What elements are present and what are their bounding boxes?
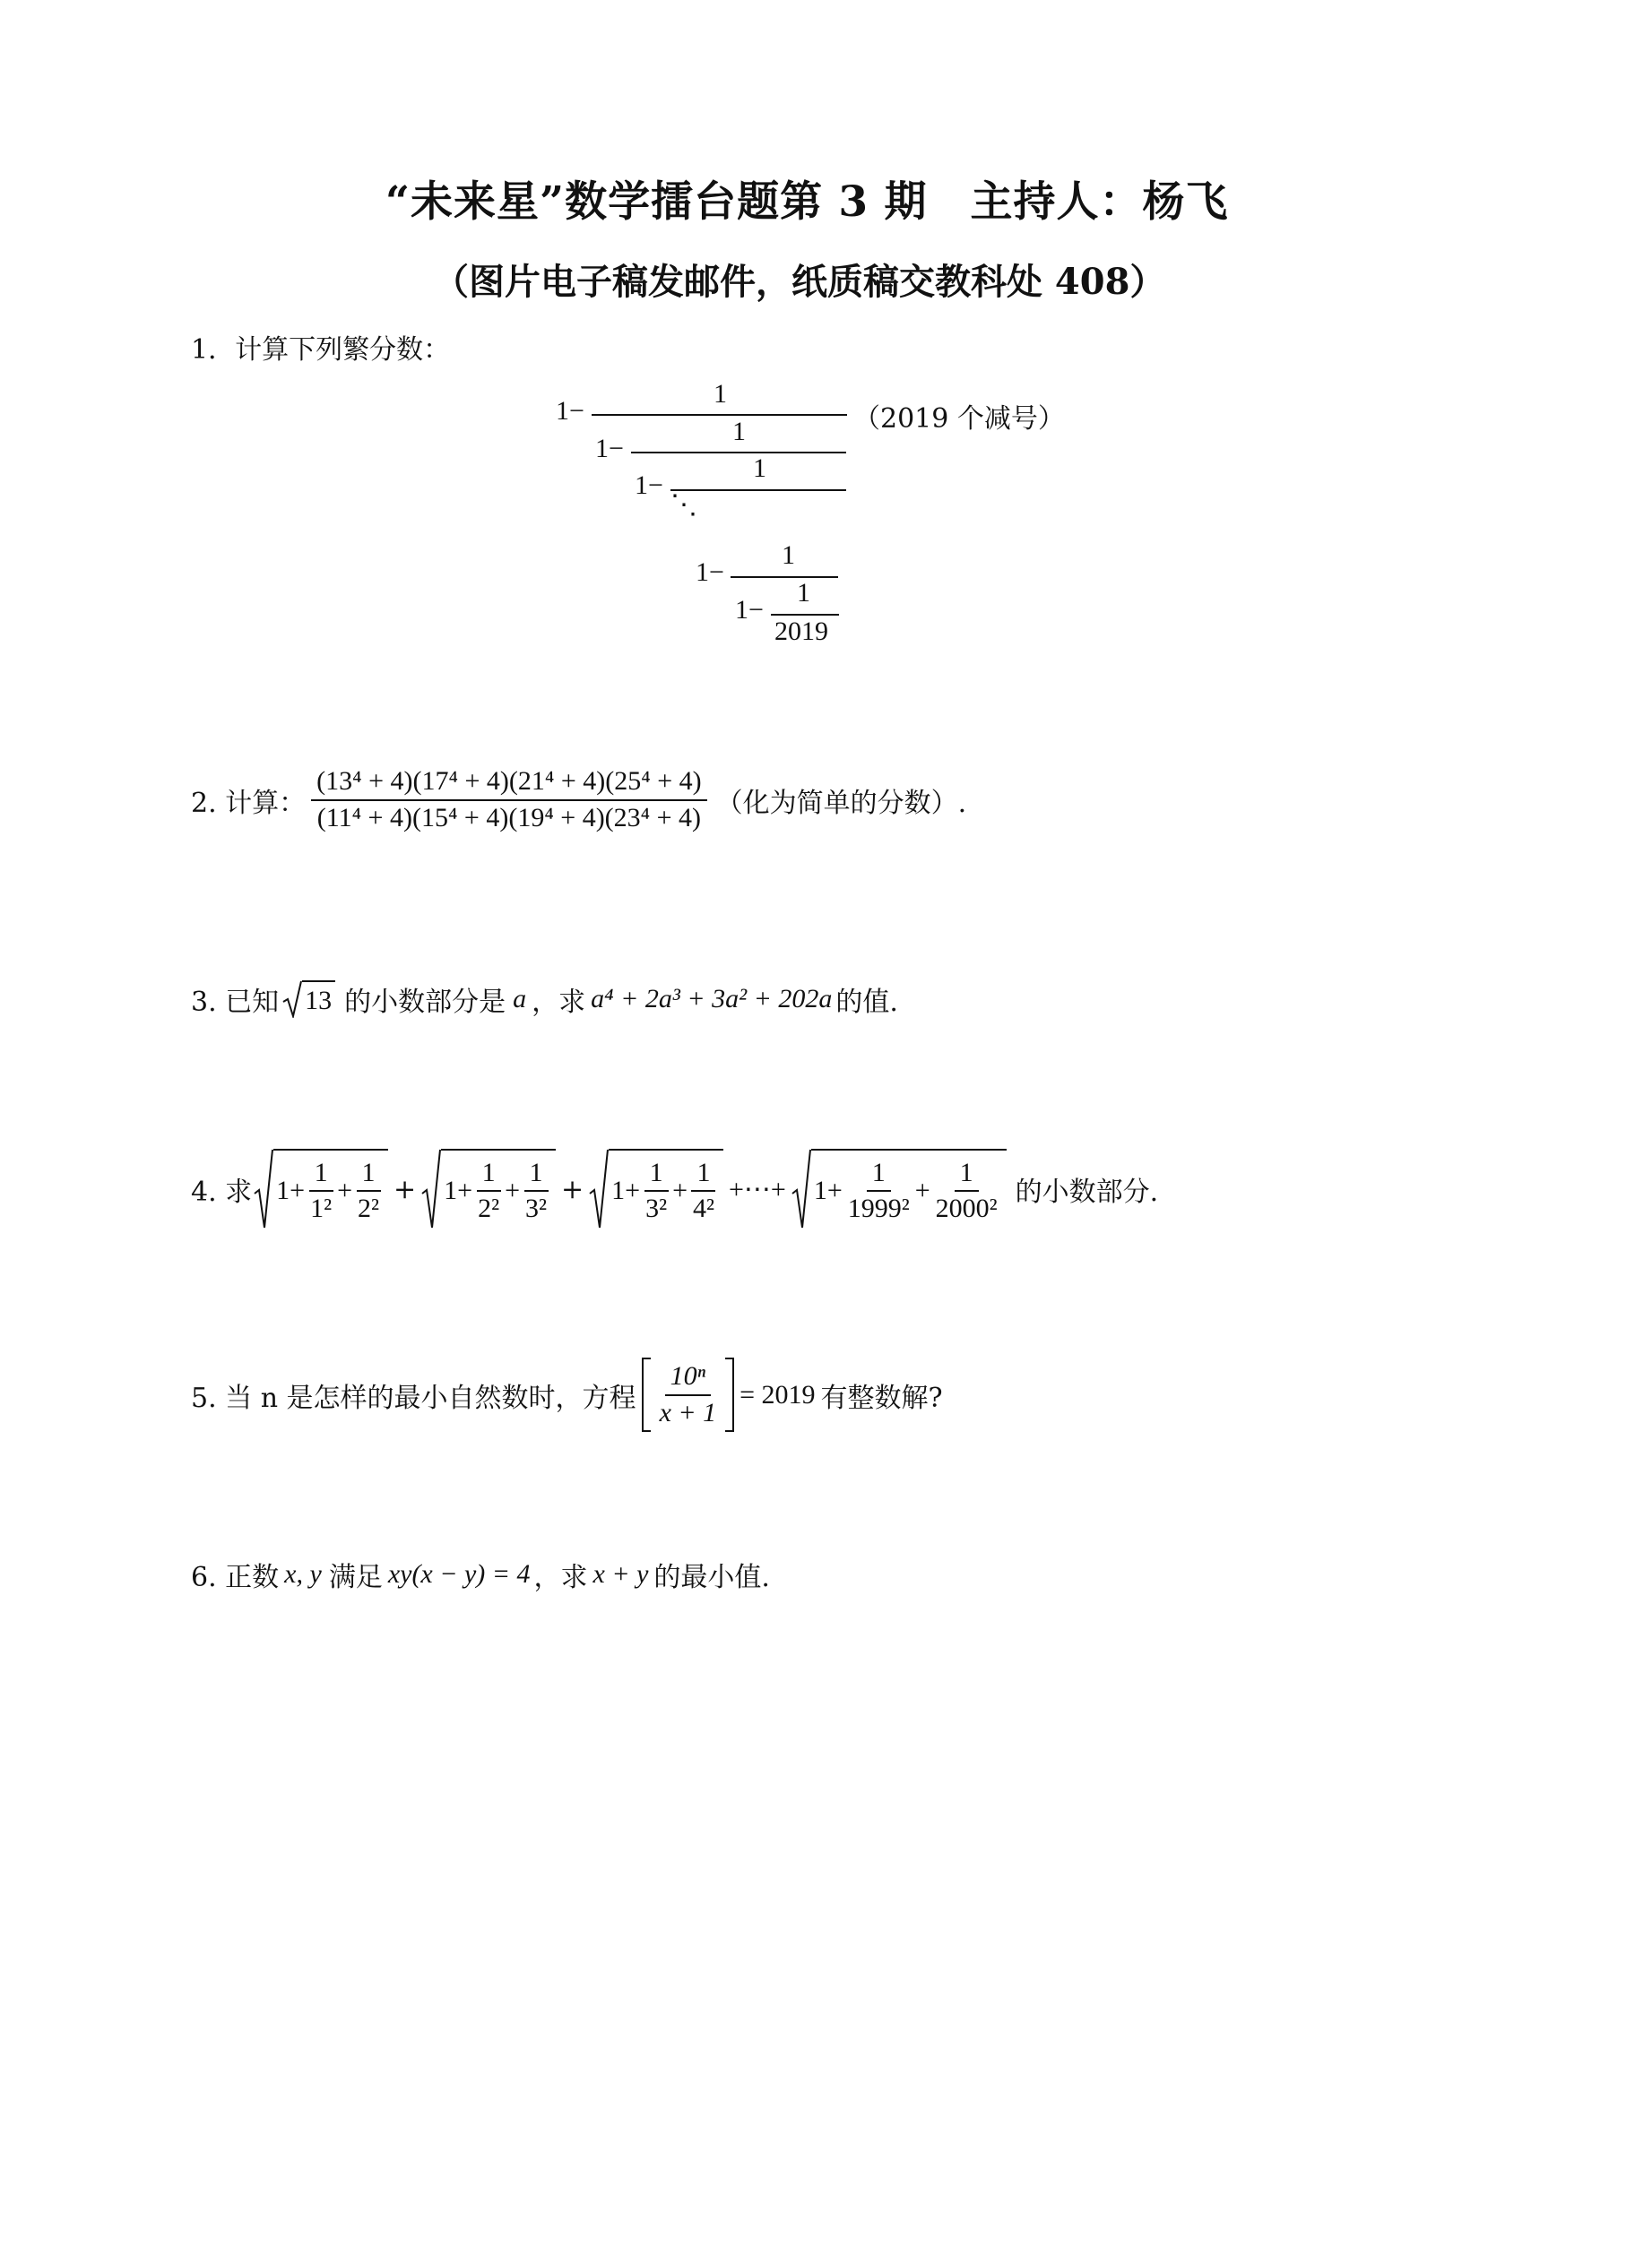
q4-plus-2: + xyxy=(561,1173,584,1205)
q2-numerator: (13⁴ + 4)(17⁴ + 4)(21⁴ + 4)(25⁴ + 4) xyxy=(311,766,706,801)
q1-l4-num: 1 xyxy=(782,540,795,570)
q4-term-last: 1+ $\frac{1}{\text{1999²}}$ + $\frac{1}{\text{2000²}}$ xyxy=(791,1149,1007,1229)
q1-l3-prefix: 1− xyxy=(635,470,663,500)
page-subtitle: （图片电子稿发邮件，纸质稿交教科处 408） xyxy=(433,261,1166,303)
q6-target: x + y xyxy=(592,1559,649,1589)
question-2 xyxy=(191,766,966,833)
q3-radicand: 13 xyxy=(302,980,335,1018)
q3-var-a: a xyxy=(513,984,527,1013)
q1-l3-num: 1 xyxy=(753,453,766,483)
q6-vars: x, y xyxy=(284,1559,322,1589)
radical-sign-icon xyxy=(589,1149,609,1229)
q4-ellipsis: +⋯+ xyxy=(728,1174,786,1204)
q3-comma: ，求 xyxy=(532,987,586,1018)
q2-label: 2. 计算： xyxy=(191,787,307,819)
q5-floor-bracket xyxy=(642,1358,735,1432)
q5-denominator: x + 1 xyxy=(659,1397,717,1427)
q1-l4-bar xyxy=(731,576,838,578)
q5-numerator: 10ⁿ xyxy=(665,1361,711,1396)
q1-note: （2019 个减号） xyxy=(853,403,1065,435)
radical-sign-icon xyxy=(421,1149,441,1229)
q1-l2-bar xyxy=(631,452,846,453)
q1-label: 1．计算下列繁分数： xyxy=(191,334,451,366)
question-5 xyxy=(191,1358,943,1432)
q1-l4-prefix: 1− xyxy=(696,557,724,587)
q6-condition: xy(x − y) = 4 xyxy=(387,1559,531,1589)
q1-l5-prefix: 1− xyxy=(735,595,764,625)
q6-mid: 满足 xyxy=(328,1562,383,1593)
q1-l2-prefix: 1− xyxy=(595,434,624,463)
radical-sign-icon xyxy=(791,1149,811,1229)
q4-term-1: 1+ $\frac{1}{\text{1²}}$ + $\frac{1}{\text{2²}}$ xyxy=(254,1149,388,1229)
q1-l2-num: 1 xyxy=(732,417,746,446)
q1-l1-num: 1 xyxy=(714,379,727,409)
radical-sign-icon xyxy=(282,980,302,1018)
q4-term-3: 1+ $\frac{1}{\text{3²}}$ + $\frac{1}{\text{4²}}$ xyxy=(589,1149,723,1229)
q1-last-den: 2019 xyxy=(774,617,828,646)
q3-expression: a⁴ + 2a³ + 3a² + 202a xyxy=(591,984,833,1013)
q3-mid: 的小数部分是 xyxy=(344,987,506,1018)
q1-l1-bar xyxy=(592,414,847,416)
q3-radical xyxy=(282,980,335,1018)
q6-tail: 的最小值. xyxy=(653,1562,770,1593)
page-title: “未来星”数学擂台题第 3 期 主持人：杨飞 xyxy=(385,177,1229,227)
question-4 xyxy=(191,1149,1158,1229)
q3-label: 3. 已知 xyxy=(191,987,280,1018)
q4-term-2: 1+ $\frac{1}{\text{2²}}$ + $\frac{1}{\text{3²}}$ xyxy=(421,1149,556,1229)
q4-tail: 的小数部分. xyxy=(1015,1177,1159,1208)
radical-sign-icon xyxy=(254,1149,273,1229)
q2-fraction xyxy=(311,766,706,833)
q5-label: 5. 当 n 是怎样的最小自然数时，方程 xyxy=(191,1382,636,1414)
q1-dots: ⋱ xyxy=(670,490,697,520)
q2-note: （化为简单的分数）. xyxy=(715,787,967,819)
q1-l5-num: 1 xyxy=(797,578,810,608)
q6-comma: ，求 xyxy=(533,1562,588,1593)
q5-rhs: = 2019 xyxy=(739,1379,816,1410)
q5-tail: 有整数解? xyxy=(820,1382,943,1414)
q6-label: 6. 正数 xyxy=(191,1562,280,1593)
q1-l1-prefix: 1− xyxy=(556,396,584,426)
q4-label: 4. 求 xyxy=(191,1177,253,1208)
question-6 xyxy=(191,1555,770,1594)
q2-denominator: (11⁴ + 4)(15⁴ + 4)(19⁴ + 4)(23⁴ + 4) xyxy=(316,802,702,832)
question-3 xyxy=(191,979,898,1019)
q3-tail: 的值. xyxy=(835,987,898,1018)
q4-plus-1: + xyxy=(394,1173,417,1205)
q1-l5-bar xyxy=(771,614,839,616)
